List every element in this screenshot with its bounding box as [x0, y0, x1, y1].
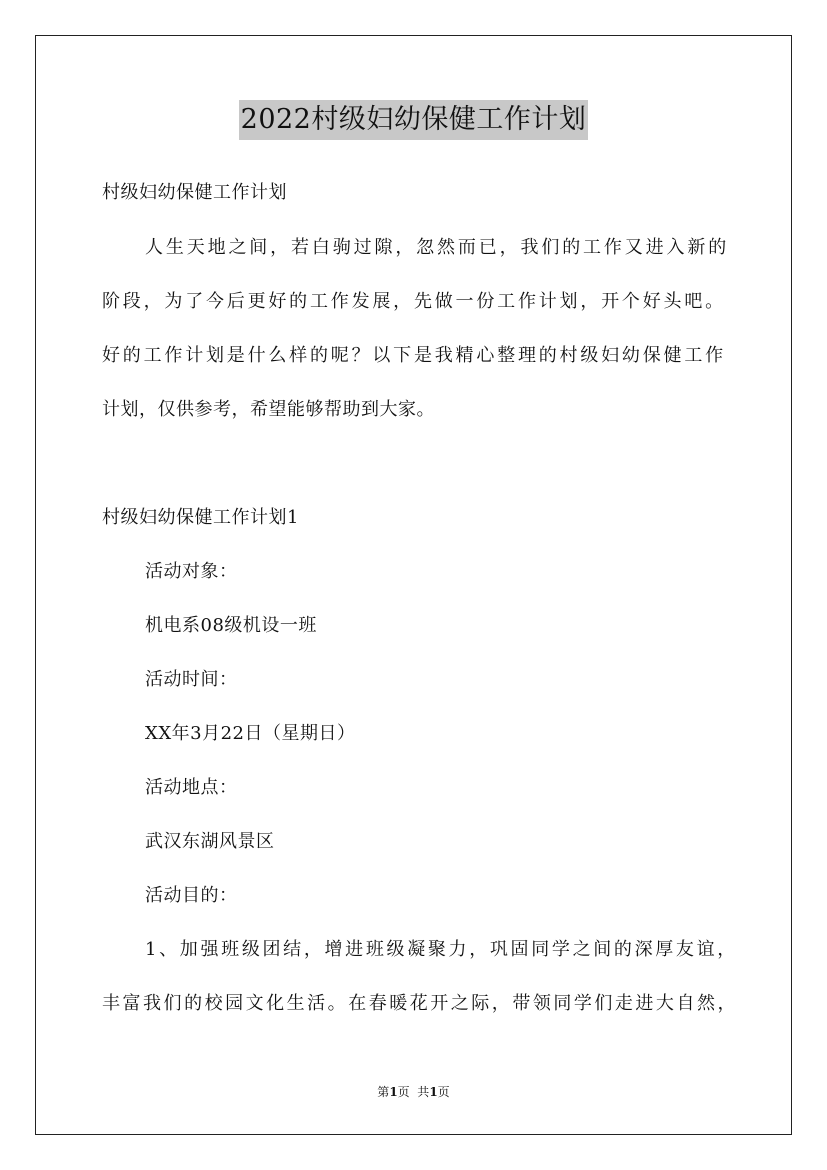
purpose-line-1: 1 、 加 强 班 级 团 结 ， 增 进 班 级 凝 聚 力 ， 巩 固 同 学 之 间 的 深 厚 友 谊 ，	[145, 939, 736, 960]
intro-line-2: 阶 段 ， 为 了 今 后 更 好 的 工 作 发 展 ， 先 做 一 份 工 作 计 划 ， 开 个 好 头 吧 。	[102, 291, 724, 312]
target-label: 活动对象：	[145, 561, 238, 582]
footer-page-prefix: 第	[377, 1085, 390, 1099]
time-label: 活动时间：	[145, 669, 238, 690]
document-title: 2022村级妇幼保健工作计划	[239, 100, 589, 140]
target-value: 机电系08级机设一班	[145, 615, 317, 636]
title-container	[0, 100, 827, 140]
purpose-label: 活动目的：	[145, 885, 238, 906]
place-value: 武汉东湖风景区	[145, 831, 275, 852]
footer-page-total: 1	[429, 1085, 438, 1099]
intro-line-4: 计划，仅供参考，希望能够帮助到大家。	[102, 399, 435, 420]
purpose-line-2: 丰 富 我 们 的 校 园 文 化 生 活 。 在 春 暖 花 开 之 际 ， 带 领 同 学 们 走 进 大 自 然 ，	[102, 993, 736, 1014]
intro-line-3: 好 的 工 作 计 划 是 什 么 样 的 呢 ？ 以 下 是 我 精 心 整 理 的 村 级 妇 幼 保 健 工 作	[102, 345, 724, 366]
document-subtitle: 村级妇幼保健工作计划	[102, 182, 287, 203]
page-footer	[0, 1083, 827, 1101]
section-heading: 村级妇幼保健工作计划1	[102, 507, 299, 528]
time-value: XX年3月22日（星期日）	[145, 723, 356, 744]
place-label: 活动地点：	[145, 777, 238, 798]
footer-page-end: 页	[437, 1085, 450, 1099]
intro-line-1: 人 生 天 地 之 间 ， 若 白 驹 过 隙 ， 忽 然 而 已 ， 我 们 的 工 作 又 进 入 新 的	[145, 237, 727, 258]
footer-page-suffix: 页 共	[397, 1085, 430, 1099]
footer-page-current: 1	[389, 1085, 398, 1099]
